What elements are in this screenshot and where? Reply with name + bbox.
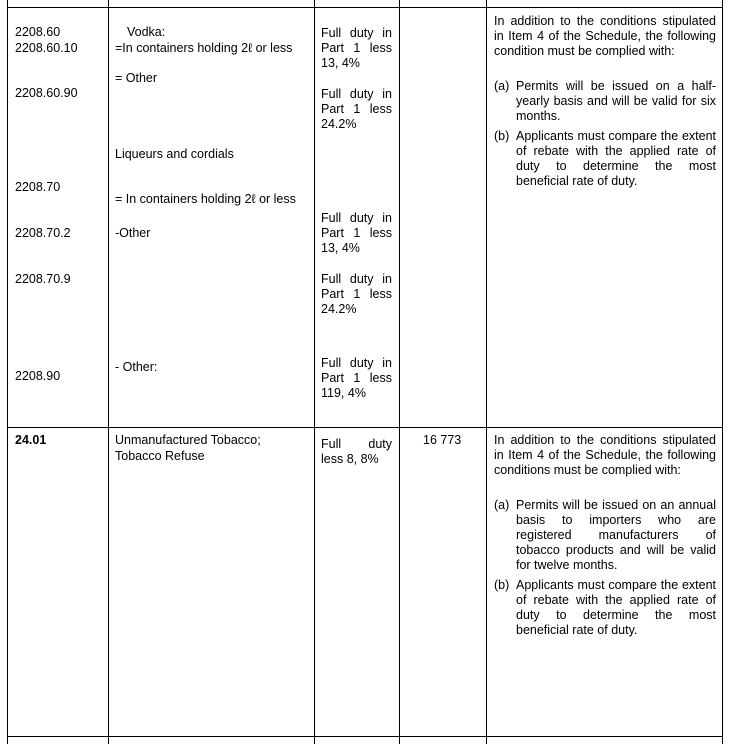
column-divider-3 (399, 0, 400, 744)
table-border-left (7, 0, 8, 744)
tariff-code: 2208.70.9 (15, 272, 71, 286)
tariff-code: 2208.90 (15, 369, 61, 383)
column-divider-2 (314, 0, 315, 744)
description: Tobacco Refuse (115, 449, 205, 463)
condition-text: Permits will be issued on an annual basis to importers who are registered manufacturers of tobacco products and will be valid for twelve months. (516, 498, 716, 572)
description: =In containers holding 2ℓ or less (115, 41, 293, 55)
description: Vodka: (127, 25, 166, 39)
table-border-top (7, 7, 723, 8)
condition-label: (a) (494, 498, 510, 512)
description: = In containers holding 2ℓ or less (115, 192, 296, 206)
tariff-code: 2208.60 (15, 25, 61, 39)
tariff-code: 2208.70.2 (15, 226, 71, 240)
tariff-code: 2208.60.10 (15, 41, 78, 55)
table-border-right (722, 0, 723, 744)
description: - Other: (115, 360, 158, 374)
tariff-code: 2208.70 (15, 180, 61, 194)
tariff-code: 2208.60.90 (15, 86, 78, 100)
rebate-amount: 16 773 (423, 433, 462, 447)
condition-text: Applicants must compare the extent of rebate with the applied rate of duty to determine the most beneficial rate of duty. (516, 578, 716, 637)
description: Liqueurs and cordials (115, 147, 234, 161)
column-divider-1 (108, 0, 109, 744)
conditions-intro: In addition to the conditions stipulated in Item 4 of the Schedule, the following condition must be complied with: (494, 14, 716, 58)
condition-text: Permits will be issued on a half-yearly basis and will be valid for six months. (516, 79, 716, 123)
column-divider-4 (486, 0, 487, 744)
description: Unmanufactured Tobacco; (115, 433, 261, 447)
description: -Other (115, 226, 151, 240)
description: = Other (115, 71, 158, 85)
condition-label: (b) (494, 578, 510, 592)
row-divider (7, 427, 723, 428)
table-border-bottom (7, 736, 723, 737)
condition-label: (b) (494, 129, 510, 143)
conditions-intro: In addition to the conditions stipulated in Item 4 of the Schedule, the following conditions must be complied with: (494, 433, 716, 477)
heading-code: 24.01 (15, 433, 47, 447)
condition-text: Applicants must compare the extent of rebate with the applied rate of duty to determine the most beneficial rate of duty. (516, 129, 716, 188)
condition-label: (a) (494, 79, 510, 93)
